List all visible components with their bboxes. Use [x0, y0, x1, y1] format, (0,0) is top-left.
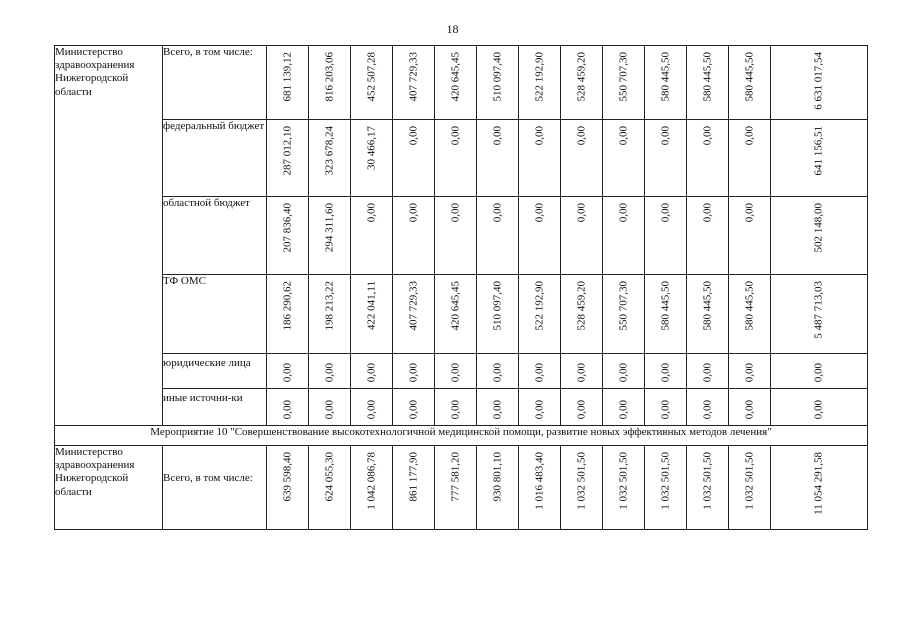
value-cell	[267, 120, 309, 197]
total-text: 5 487 713,03	[812, 281, 825, 339]
value-text: 0,00	[448, 399, 461, 419]
value-cell	[603, 197, 645, 275]
value-text: 0,00	[658, 399, 671, 419]
value-text: 580 445,50	[742, 281, 755, 331]
value-cell	[561, 275, 603, 354]
funding-table	[54, 45, 868, 530]
value-text: 0,00	[574, 126, 587, 146]
value-cell	[645, 275, 687, 354]
value-text: 0,00	[658, 362, 671, 382]
value-text: 407 729,33	[406, 281, 419, 331]
value-cell	[477, 446, 519, 530]
value-text: 510 097,40	[490, 52, 503, 102]
value-cell	[351, 46, 393, 120]
value-cell	[603, 354, 645, 389]
value-cell	[519, 197, 561, 275]
total-cell	[771, 389, 868, 426]
value-text: 422 041,11	[364, 281, 377, 331]
value-text: 294 311,60	[322, 203, 335, 253]
value-text: 420 645,45	[448, 281, 461, 331]
value-text: 1 032 501,50	[658, 452, 671, 510]
funding-source-cell: иные источни-ки	[163, 389, 267, 426]
value-cell	[603, 446, 645, 530]
value-cell	[729, 120, 771, 197]
value-text: 639 598,40	[280, 452, 293, 502]
value-text: 930 801,10	[490, 452, 503, 502]
organization-cell: Министерство здравоохранения Нижегородской области	[55, 446, 163, 530]
table-row	[55, 197, 868, 275]
value-cell	[687, 197, 729, 275]
value-cell	[561, 389, 603, 426]
value-cell	[351, 275, 393, 354]
organization-cell: Министерство здравоохранения Нижегородской области	[55, 46, 163, 426]
value-cell	[603, 389, 645, 426]
value-cell	[435, 197, 477, 275]
value-text: 580 445,50	[700, 52, 713, 102]
value-text: 580 445,50	[700, 281, 713, 331]
value-text: 0,00	[532, 126, 545, 146]
value-cell	[435, 275, 477, 354]
value-text: 0,00	[364, 362, 377, 382]
value-text: 0,00	[574, 203, 587, 223]
value-cell	[435, 46, 477, 120]
value-text: 0,00	[280, 362, 293, 382]
value-cell	[645, 120, 687, 197]
value-cell	[351, 197, 393, 275]
value-cell	[351, 389, 393, 426]
value-cell	[477, 197, 519, 275]
value-text: 522 192,90	[532, 52, 545, 102]
value-cell	[729, 197, 771, 275]
value-text: 1 016 483,40	[532, 452, 545, 510]
value-cell	[393, 446, 435, 530]
value-cell	[561, 197, 603, 275]
value-cell	[603, 120, 645, 197]
value-text: 0,00	[616, 399, 629, 419]
value-cell	[519, 120, 561, 197]
value-text: 0,00	[658, 203, 671, 223]
funding-source-cell: федеральный бюджет	[163, 120, 267, 197]
total-cell	[771, 120, 868, 197]
total-text: 11 054 291,58	[812, 452, 825, 515]
value-cell	[267, 46, 309, 120]
table-row	[55, 120, 868, 197]
value-cell	[687, 46, 729, 120]
total-cell	[771, 446, 868, 530]
value-cell	[729, 46, 771, 120]
value-cell	[393, 389, 435, 426]
value-cell	[645, 389, 687, 426]
total-text: 6 631 017,54	[812, 52, 825, 110]
value-cell	[309, 275, 351, 354]
value-text: 528 459,20	[574, 281, 587, 331]
total-text: 0,00	[812, 362, 825, 382]
value-cell	[267, 275, 309, 354]
value-text: 452 507,28	[364, 52, 377, 102]
value-cell	[687, 446, 729, 530]
value-text: 0,00	[616, 203, 629, 223]
value-cell	[519, 275, 561, 354]
value-cell	[393, 275, 435, 354]
value-cell	[561, 446, 603, 530]
value-cell	[393, 354, 435, 389]
page-number: 18	[446, 22, 459, 36]
value-text: 198 213,22	[322, 281, 335, 331]
value-cell	[309, 197, 351, 275]
value-cell	[393, 120, 435, 197]
value-cell	[477, 389, 519, 426]
total-cell	[771, 46, 868, 120]
value-cell	[435, 389, 477, 426]
funding-source-cell: областной бюджет	[163, 197, 267, 275]
value-text: 0,00	[616, 126, 629, 146]
value-text: 407 729,33	[406, 52, 419, 102]
value-text: 580 445,50	[658, 52, 671, 102]
value-cell	[309, 389, 351, 426]
value-cell	[519, 354, 561, 389]
table-row	[55, 446, 868, 530]
value-text: 0,00	[574, 399, 587, 419]
value-cell	[267, 446, 309, 530]
value-cell	[435, 446, 477, 530]
value-text: 1 032 501,50	[574, 452, 587, 510]
value-text: 580 445,50	[742, 52, 755, 102]
value-text: 0,00	[532, 203, 545, 223]
value-text: 550 707,30	[616, 281, 629, 331]
value-text: 1 032 501,50	[616, 452, 629, 510]
table-row	[55, 354, 868, 389]
value-text: 550 707,30	[616, 52, 629, 102]
value-cell	[603, 275, 645, 354]
value-text: 0,00	[532, 362, 545, 382]
value-text: 624 055,30	[322, 452, 335, 502]
value-text: 522 192,90	[532, 281, 545, 331]
value-cell	[561, 120, 603, 197]
value-text: 0,00	[742, 126, 755, 146]
value-text: 0,00	[406, 126, 419, 146]
value-text: 0,00	[742, 399, 755, 419]
value-cell	[435, 354, 477, 389]
total-cell	[771, 354, 868, 389]
value-cell	[267, 354, 309, 389]
value-text: 1 032 501,50	[700, 452, 713, 510]
funding-source-cell: Всего, в том числе:	[163, 446, 267, 530]
funding-source-cell: ТФ ОМС	[163, 275, 267, 354]
value-cell	[729, 446, 771, 530]
value-cell	[561, 46, 603, 120]
value-cell	[309, 354, 351, 389]
value-cell	[687, 389, 729, 426]
value-text: 0,00	[490, 203, 503, 223]
value-cell	[309, 46, 351, 120]
value-text: 1 042 086,78	[364, 452, 377, 510]
value-text: 0,00	[406, 399, 419, 419]
value-text: 0,00	[490, 126, 503, 146]
value-text: 0,00	[742, 362, 755, 382]
value-text: 0,00	[700, 362, 713, 382]
value-cell	[645, 354, 687, 389]
total-cell	[771, 197, 868, 275]
value-text: 777 581,20	[448, 452, 461, 502]
value-text: 207 836,40	[280, 203, 293, 253]
value-text: 0,00	[448, 362, 461, 382]
value-cell	[309, 120, 351, 197]
value-text: 0,00	[280, 399, 293, 419]
value-text: 0,00	[490, 362, 503, 382]
value-text: 0,00	[364, 203, 377, 223]
value-cell	[267, 389, 309, 426]
value-text: 0,00	[448, 203, 461, 223]
value-cell	[309, 446, 351, 530]
measure-title-row	[55, 426, 868, 446]
table-row	[55, 389, 868, 426]
measure-title: Мероприятие 10 "Совершенствование высокотехнологичной медицинской помощи, развитие новых эффективных методов лечения"	[55, 426, 868, 446]
value-cell	[645, 197, 687, 275]
value-cell	[477, 275, 519, 354]
value-cell	[351, 354, 393, 389]
value-text: 0,00	[658, 126, 671, 146]
value-cell	[519, 46, 561, 120]
value-cell	[519, 446, 561, 530]
value-cell	[393, 46, 435, 120]
table-row	[55, 46, 868, 120]
funding-source-cell: Всего, в том числе:	[163, 46, 267, 120]
value-cell	[477, 120, 519, 197]
value-cell	[687, 354, 729, 389]
value-text: 0,00	[700, 126, 713, 146]
table-row	[55, 275, 868, 354]
total-cell	[771, 275, 868, 354]
value-text: 0,00	[490, 399, 503, 419]
value-cell	[645, 46, 687, 120]
value-cell	[351, 120, 393, 197]
value-text: 0,00	[364, 399, 377, 419]
value-text: 861 177,90	[406, 452, 419, 502]
value-cell	[603, 46, 645, 120]
value-cell	[267, 197, 309, 275]
value-text: 816 203,06	[322, 52, 335, 102]
value-cell	[435, 120, 477, 197]
value-cell	[561, 354, 603, 389]
value-text: 0,00	[322, 362, 335, 382]
value-text: 681 139,12	[280, 52, 293, 102]
funding-source-cell: юридические лица	[163, 354, 267, 389]
total-text: 641 156,51	[812, 126, 825, 176]
value-text: 580 445,50	[658, 281, 671, 331]
value-text: 30 466,17	[364, 126, 377, 170]
value-cell	[351, 446, 393, 530]
value-text: 420 645,45	[448, 52, 461, 102]
value-text: 1 032 501,50	[742, 452, 755, 510]
value-cell	[477, 354, 519, 389]
value-cell	[687, 275, 729, 354]
value-text: 0,00	[448, 126, 461, 146]
value-text: 528 459,20	[574, 52, 587, 102]
value-text: 0,00	[406, 362, 419, 382]
value-text: 0,00	[532, 399, 545, 419]
value-text: 0,00	[406, 203, 419, 223]
value-text: 186 290,62	[280, 281, 293, 331]
value-cell	[687, 120, 729, 197]
value-cell	[477, 46, 519, 120]
value-cell	[519, 389, 561, 426]
value-text: 510 097,40	[490, 281, 503, 331]
value-cell	[729, 389, 771, 426]
total-text: 0,00	[812, 399, 825, 419]
value-cell	[393, 197, 435, 275]
total-text: 502 148,00	[812, 203, 825, 253]
value-text: 0,00	[322, 399, 335, 419]
value-cell	[729, 354, 771, 389]
value-cell	[729, 275, 771, 354]
value-text: 0,00	[700, 203, 713, 223]
value-text: 0,00	[616, 362, 629, 382]
value-text: 287 012,10	[280, 126, 293, 176]
value-text: 0,00	[742, 203, 755, 223]
value-text: 0,00	[700, 399, 713, 419]
value-cell	[645, 446, 687, 530]
value-text: 323 678,24	[322, 126, 335, 176]
value-text: 0,00	[574, 362, 587, 382]
